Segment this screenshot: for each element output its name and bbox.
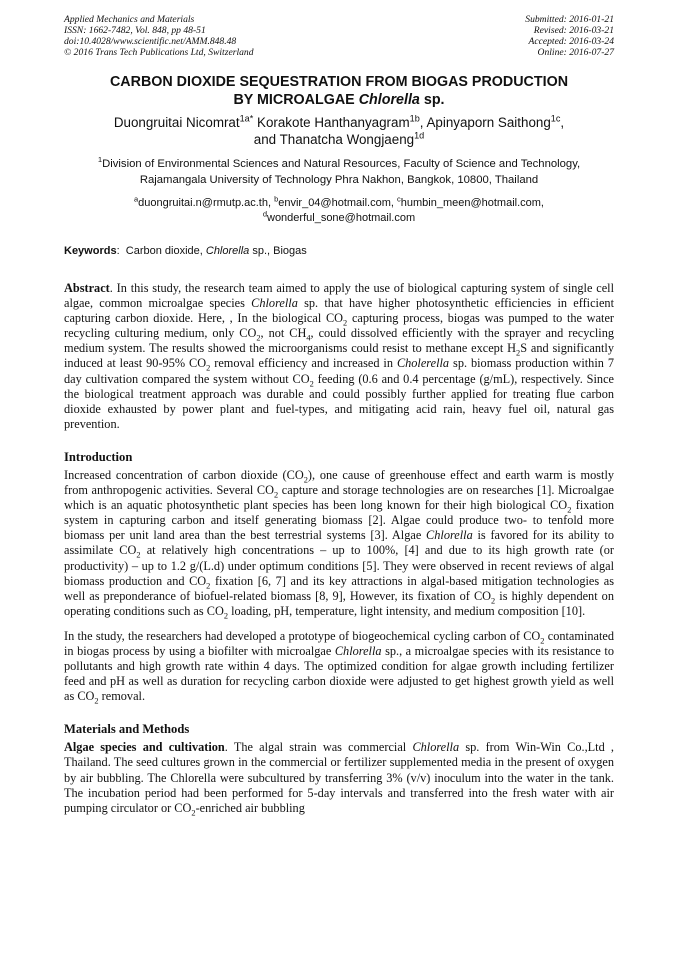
author-1: Duongruitai Nicomrat: [113, 115, 240, 130]
intro-paragraph-1: Increased concentration of carbon dioxide $(CO_2)$, one cause of greenhouse effect and earth warm is mostly from anthropogenic activities. Several $CO_2$ capture and storage technologies are on researches [1]. Microalgae which is an aquatic photosynthetic plant species has been long known for their high biological $CO_2$ fixation system in capturing carbon and itself generating biomass [2]. Algae could produce two- to tenfold more biomass per unit land area than the best terrestrial systems [3]. Algae Chlorella is favored for its ability to assimilate $CO_2$ at relatively high concentrations – up to 100%, [4] and due to its high growth rate (or productivity) – up to 1.2 g/(L.d) under optimum conditions [5]. They were observed in recent reviews of algal biomass production and $CO_2$ fixation [6, 7] and its key attractions in algal-based mitigation technologies as well as preponderance of biofuel-related biomass [8, 9], However, its fixation of $CO_2$ is highly dependent on operating conditions such as $CO_2$ loading, pH, temperature, light intensity, and medium composition [10].: [64, 467, 615, 621]
paper-title: [64, 73, 614, 109]
publication-dates: [525, 14, 614, 58]
date-revised: Revised: 2016-03-21: [533, 25, 614, 36]
author-4: and Thanatcha Wongjaeng: [253, 132, 415, 147]
author-list: Duongruitai Nicomrat$^{1a*}$ Korakote Hanthanyagram$^{1b}$, Apinyaporn Saithong$^{1c}$, and Thanatcha Wongjaeng$^{1d}$: [113, 113, 565, 147]
affiliation: $^1$Division of Environmental Sciences and Natural Resources, Faculty of Science and Technology, Rajamangala University of Technology Phra Nakhon, Bangkok, 10800, Thailand: [97, 155, 581, 186]
date-online: Online: 2016-07-27: [537, 47, 614, 58]
methods-paragraph-1: Algae species and cultivation. The algal strain was commercial Chlorella sp. from Win-Win Co.,Ltd , Thailand. The seed cultures grown in the commercial or fertilizer supplemented media in the present of oxygen by air bubbling. The Chlorella were subcultured by transferring 3% (v/v) inoculum into the water in the tank. The incubation period had been performed for 5-day intervals and transferred into the fresh water with air pumping circulator or $CO_2$-enriched air bubbling: [64, 740, 615, 818]
journal-copyright: © 2016 Trans Tech Publications Ltd, Switzerland: [64, 47, 254, 58]
title-line-1: CARBON DIOXIDE SEQUESTRATION FROM BIOGAS PRODUCTION: [109, 74, 569, 90]
keywords: Keywords: Carbon dioxide, Chlorella sp., Biogas: [64, 245, 307, 257]
intro-paragraph-2: In the study, the researchers had developed a prototype of biogeochemical cycling carbon of $CO_2$ contaminated in biogas process by using a biofilter with microalgae Chlorella sp., a microalgae species with its resistance to pollutants and high growth rate within 4 days. The optimized condition for algae growth including fertilizer feed and pH as well as duration for recycling carbon dioxide were adjusted to get highest growth yield as well as $CO_2$ removal.: [64, 628, 614, 706]
paper-page: [64, 14, 614, 816]
title-line-2: BY MICROALGAE Chlorella sp.: [233, 92, 445, 108]
section-heading-methods: Materials and Methods: [64, 722, 190, 737]
email-link[interactable]: envir_04@hotmail.com,: [278, 197, 398, 209]
date-submitted: Submitted: 2016-01-21: [525, 14, 614, 25]
author-3: , Apinyaporn Saithong: [419, 115, 551, 130]
abstract-label: Abstract: [64, 281, 110, 295]
journal-info: [64, 14, 254, 58]
author-2: Korakote Hanthanyagram: [253, 115, 410, 130]
abstract: Abstract. In this study, the research team aimed to apply the use of biological capturing system of single cell algae, common microalgae species Chlorella sp. that have higher photosynthetic efficiencies in efficient capturing carbon dioxide. Here, , In the biological $CO_2$ capturing process, biogas was pumped to the water recycling culturing medium, only $CO_2$, not $CH_4$, could dissolved efficiently with the sprayer and recycling medium system. The results showed the microorganisms could resist to methane except $H_2S$ and significantly induced at least 90-95% $CO_2$ removal efficiency and increased in Cholerella sp. biomass production within 7 day cultivation compared the system without $CO_2$ feeding (0.6 and 0.4 percentage (g/mL), respectively. Since the biological treatment approach was durable and could possibly further applied for treating flue carbon dioxide exhausted by power plant and fuel-types, and mitigating acid rain, heavy fuel oil, natural gas prevention.: [64, 281, 614, 431]
journal-issn: ISSN: 1662-7482, Vol. 848, pp 48-51: [64, 25, 206, 36]
date-accepted: Accepted: 2016-03-24: [528, 36, 614, 47]
runin-heading: Algae species and cultivation: [64, 740, 225, 755]
journal-name: Applied Mechanics and Materials: [64, 14, 195, 25]
email-link[interactable]: wonderful_sone@hotmail.com: [267, 212, 416, 224]
journal-header: [64, 14, 614, 58]
journal-doi: doi:10.4028/www.scientific.net/AMM.848.48: [64, 36, 237, 47]
section-heading-introduction: Introduction: [64, 449, 133, 464]
email-link[interactable]: duongruitai.n@rmutp.ac.th,: [138, 197, 275, 209]
email-link[interactable]: humbin_meen@hotmail.com,: [400, 197, 544, 209]
author-emails: $^a$duongruitai.n@rmutp.ac.th, $^b$envir_04@hotmail.com, $^c$humbin_meen@hotmail.com, $^d$wonderful_sone@hotmail.com: [134, 194, 544, 224]
